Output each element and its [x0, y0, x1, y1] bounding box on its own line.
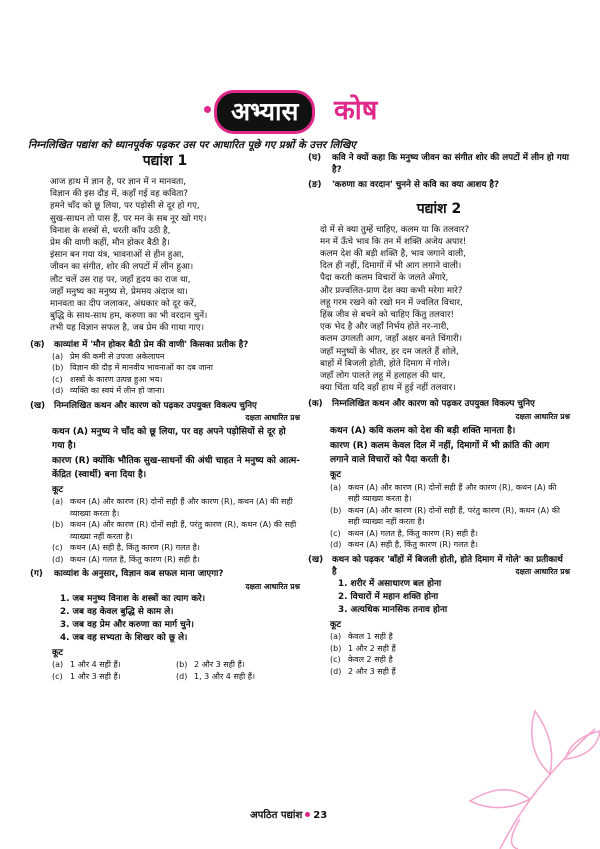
poem-line: जीवन का संगीत, शोर की लपटों में लीन हुआ।: [50, 262, 194, 273]
right-column: [308, 152, 570, 677]
footer-label: अपठित पद्यांश: [250, 810, 303, 821]
option-letter: (a): [52, 497, 64, 507]
question-text-content: कथन को पढ़कर 'बाँहों में बिजली होती, होते दिमाग में गोले' का प्रतीकार्थ है: [332, 554, 563, 577]
question-number: (ग): [30, 569, 43, 580]
question-text-content: निम्नलिखित कथन और कारण को पढ़कर उपयुक्त विकल्प चुनिए: [54, 400, 257, 411]
poem-line: एक भेद है और जहाँ निर्भय होते नर-नारी,: [320, 322, 450, 333]
instruction-text: निम्नलिखित पद्यांश को ध्यानपूर्वक पढ़कर उस पर आधारित पूछे गए प्रश्नों के उत्तर लिखिए: [28, 140, 356, 151]
reason: कारण (R) क्योंकि भौतिक सुख-साधनों की अंधी चाहत ने मनुष्य को आत्म-केंद्रित (स्वार्थी) बना दिया है।: [52, 456, 300, 480]
option-text: कथन (A) और कारण (R) दोनों सही हैं और कारण (R), कथन (A) की सही व्याख्या करता है।: [348, 482, 557, 504]
assertion: कथन (A) मनुष्य ने चाँद को छू लिया, पर वह अपने पड़ोसियों से दूर हो गया है।: [52, 427, 286, 451]
poem-line: हमने चाँद को छू लिया, पर पड़ोसी से दूर हो गए,: [50, 201, 200, 212]
option-text: कथन (A) गलत है, किंतु कारण (R) सही है।: [348, 528, 478, 538]
option-text: कथन (A) सही है, किंतु कारण (R) गलत है।: [70, 543, 200, 553]
question-number: (ख): [30, 400, 46, 411]
page-number: 23: [313, 810, 328, 821]
question-2-options: [52, 496, 300, 565]
statement: 1. जब मनुष्य विनाश के शस्त्रों का त्याग करे।: [60, 593, 206, 604]
option-letter: (d): [52, 386, 64, 396]
code-label: कूट: [52, 485, 64, 496]
poem-line: सुख-साधन तो पास हैं, पर मन के सब नूर खो गए।: [50, 213, 207, 224]
option-letter: (b): [330, 505, 342, 515]
left-column: [30, 152, 300, 683]
option[interactable]: [330, 666, 570, 678]
poem-line: जहाँ मनुष्य का मनुष्य से, प्रेममय अंदाज था।: [50, 286, 188, 297]
option[interactable]: [52, 671, 176, 683]
option[interactable]: [176, 659, 300, 671]
poem-line: और प्रज्वलित-प्राण देश क्या कभी मरेगा मारे?: [320, 285, 463, 296]
option-text: 1 और 3 सही हैं।: [70, 672, 121, 682]
option-text: 2 और 3 सही हैं: [348, 666, 396, 676]
question-text-content: निम्नलिखित कथन और कारण को पढ़कर उपयुक्त विकल्प चुनिए: [332, 399, 535, 410]
question-text: 'करुणा का वरदान' चुनने से कवि का क्या आशय है?: [332, 180, 500, 191]
poem-line: कलम उगलती आग, जहाँ अक्षर बनते चिंगारी।: [320, 334, 463, 345]
poem-line: पैदा करती कलम विचारों के जलते अँगारे,: [320, 273, 449, 284]
statement: 3. जब वह प्रेम और करुणा का मार्ग चुने।: [60, 619, 194, 630]
option[interactable]: [330, 654, 570, 666]
poem-line: बुद्धि के साथ-साथ हम, करुणा का भी वरदान चुनें।: [50, 311, 208, 322]
option-letter: (b): [330, 643, 342, 653]
option[interactable]: [52, 362, 300, 374]
option[interactable]: [52, 496, 300, 519]
question-3-options: [52, 659, 300, 683]
poem-line: प्रेम की वाणी कहीं, मौन होकर बैठी है।: [50, 238, 170, 249]
poem-line: तभी यह विज्ञान सफल है, जब प्रेम की गाथा गाए।: [50, 323, 205, 334]
option-letter: (d): [330, 540, 342, 550]
question-7-statements: [338, 578, 570, 617]
option-text: प्रेम की कमी से उपजा अकेलापन: [70, 351, 165, 361]
poem-line: हिंस्र जीव से बचने को चाहिए किंतु तलवार!: [320, 310, 455, 321]
question-2: [30, 400, 300, 424]
question-number: (ङ): [308, 180, 322, 191]
question-6-options: [330, 482, 570, 551]
banner-title-part1: अभ्यास: [214, 90, 315, 134]
option-letter: (a): [52, 351, 64, 361]
question-1-options: [52, 351, 300, 397]
banner-dot: [204, 106, 211, 113]
option-letter: (a): [52, 660, 64, 670]
option-letter: (c): [52, 374, 63, 384]
skill-badge-row: [30, 581, 300, 593]
option-letter: (b): [52, 520, 64, 530]
question-text: काव्यांश के अनुसार, विज्ञान कब सफल माना जाएगा?: [54, 569, 224, 580]
passage-2-title: पद्यांश 2: [416, 200, 462, 217]
option[interactable]: [52, 519, 300, 542]
option-letter: (c): [330, 528, 341, 538]
skill-badge: दक्षता आधारित प्रश्न: [245, 413, 300, 423]
footer-dot: [305, 812, 310, 817]
poem-line: विनाश के शस्त्रों से, धरती काँप उठी है,: [50, 225, 171, 236]
option-letter: (d): [176, 672, 188, 682]
question-text: [332, 554, 570, 578]
question-text: [332, 398, 570, 422]
skill-badge: दक्षता आधारित प्रश्न: [515, 566, 570, 576]
passage-1-poem: [50, 176, 300, 335]
banner-title-part2: कोष: [334, 95, 378, 126]
question-text: कवि ने क्यों कहा कि मनुष्य जीवन का संगीत शोर की लपटों में लीन हो गया है?: [332, 153, 569, 176]
decorative-leaf-icon: [460, 689, 600, 849]
question-7: [308, 554, 570, 578]
option-text: केवल 2 सही है: [348, 655, 393, 665]
option[interactable]: [330, 643, 570, 655]
option-letter: (d): [330, 666, 342, 676]
option[interactable]: [52, 542, 300, 554]
option[interactable]: [330, 539, 570, 551]
section-banner: [200, 88, 410, 132]
option[interactable]: [330, 482, 570, 505]
option[interactable]: [52, 554, 300, 566]
option-letter: (c): [52, 672, 63, 682]
option-letter: (b): [176, 660, 188, 670]
statement: 3. अत्यधिक मानसिक तनाव होना: [338, 604, 448, 615]
question-4: [308, 152, 570, 176]
poem-line: मानवता का दीप जलाकर, अंधकार को दूर करें,: [50, 299, 197, 310]
question-1: [30, 339, 300, 351]
question-number: (घ): [308, 153, 322, 163]
statement: 1. शरीर में असाधारण बल होना: [338, 578, 442, 589]
skill-badge: दक्षता आधारित प्रश्न: [245, 581, 300, 591]
code-label: कूट: [330, 470, 342, 481]
option[interactable]: [330, 631, 570, 643]
code-label: कूट: [330, 619, 342, 630]
option-text: कथन (A) और कारण (R) दोनों सही हैं और कारण (R), कथन (A) की सही व्याख्या करता है।: [70, 497, 293, 518]
poem-line: आज हाथ में ज्ञान है, पर ज्ञान में न मानवता,: [50, 177, 187, 187]
passage-1-title: पद्यांश 1: [142, 153, 188, 169]
poem-line: लहू गरम रखने को रखो मन में ज्वलित विचार,: [320, 297, 463, 308]
page-footer: [250, 807, 327, 821]
option-text: कथन (A) गलत है, किंतु कारण (R) सही है।: [70, 554, 200, 564]
poem-line: कलम देश की बड़ी शक्ति है, भाव जगाने वाली,: [320, 249, 466, 260]
reason: कारण (R) कलम केवल दिल में नहीं, दिमागों में भी क्रांति की आग लगाने वाले विचारों को पैदा करती है।: [330, 441, 550, 465]
option-text: कथन (A) और कारण (R) दोनों सही हैं, परंतु कारण (R), कथन (A) की सही व्याख्या नहीं करता है।: [348, 505, 560, 527]
poem-line: दो में से क्या तुम्हें चाहिए, कलम या कि तलवार?: [320, 224, 470, 235]
option[interactable]: [330, 505, 570, 528]
option-text: व्यक्ति का स्वयं में लीन हो जाना।: [70, 386, 165, 396]
option-text: 1 और 2 सही हैं: [348, 643, 396, 653]
option-letter: (c): [52, 543, 63, 553]
poem-line: बाहों में बिजली होती, होते दिमाग में गोले।: [320, 358, 450, 369]
question-number: (ख): [308, 554, 324, 565]
option-letter: (d): [52, 554, 64, 564]
option-text: 1 और 4 सही हैं।: [70, 660, 121, 670]
question-3: [30, 568, 300, 580]
poem-line: क्या चिंता यदि वहाँ हाथ में हुई नहीं तलवार।: [320, 383, 456, 394]
option-text: 1, 3 और 4 सही हैं।: [194, 672, 255, 682]
question-number: (क): [308, 399, 323, 410]
option-text: कथन (A) और कारण (R) दोनों सही हैं, परंतु कारण (R), कथन (A) की सही व्याख्या नहीं करता है।: [70, 520, 297, 541]
option-text: विज्ञान की दौड़ में मानवीय भावनाओं का दब जाना: [70, 363, 213, 373]
option-letter: (a): [330, 482, 342, 492]
option-text: कथन (A) सही है, किंतु कारण (R) गलत है।: [348, 540, 478, 550]
option-text: केवल 1 सही है: [348, 632, 393, 642]
option[interactable]: [52, 659, 176, 671]
option[interactable]: [52, 374, 300, 386]
code-label: कूट: [52, 647, 64, 658]
poem-line: मन में ऊँचे भाव कि तन में शक्ति अजेय अपार!: [320, 236, 467, 247]
option-letter: (c): [330, 655, 341, 665]
option[interactable]: [52, 385, 300, 397]
statement: 4. जब वह सभ्यता के शिखर को छू ले।: [60, 632, 188, 643]
option[interactable]: [52, 351, 300, 363]
poem-line: विज्ञान की इस दौड़ में, कहाँ गई वह कविता?: [50, 189, 189, 200]
poem-line: इंसान बन गया यंत्र, भावनाओं से हीन हुआ,: [50, 250, 185, 261]
option-text: 2 और 3 सही हैं।: [194, 660, 245, 670]
statement: 2. विचारों में महान शक्ति होना: [338, 591, 439, 602]
option-letter: (b): [52, 363, 64, 373]
option[interactable]: [176, 671, 300, 683]
question-3-statements: [60, 593, 300, 645]
skill-badge: दक्षता आधारित प्रश्न: [515, 411, 570, 421]
option-letter: (a): [330, 632, 342, 642]
question-number: (क): [30, 339, 45, 350]
question-5: [308, 179, 570, 191]
poem-line: जहाँ मनुष्यों के भीतर, हर दम जलते हैं शोले,: [320, 346, 459, 357]
option-text: शस्त्रों के कारण उत्पन्न हुआ भय।: [70, 374, 163, 384]
poem-line: दिल ही नहीं, दिमागों में भी आग लगाने वाली।: [320, 261, 462, 272]
question-6: [308, 398, 570, 422]
poem-line: लौट चलें उस राह पर, जहाँ हृदय का राज था,: [50, 274, 191, 285]
assertion: कथन (A) कवि कलम को देश की बड़ी शक्ति मानता है।: [330, 425, 516, 436]
question-text: काव्यांश में 'मौन होकर बैठी प्रेम की वाणी' किसका प्रतीक है?: [54, 339, 249, 350]
question-text: [54, 400, 300, 424]
poem-line: जहाँ लोग पालते लहू में हलाहल की धार,: [320, 371, 446, 382]
option[interactable]: [330, 528, 570, 540]
question-7-options: [330, 631, 570, 677]
statement: 2. जब वह केवल बुद्धि से काम ले।: [60, 606, 174, 617]
passage-2-poem: [320, 224, 570, 395]
